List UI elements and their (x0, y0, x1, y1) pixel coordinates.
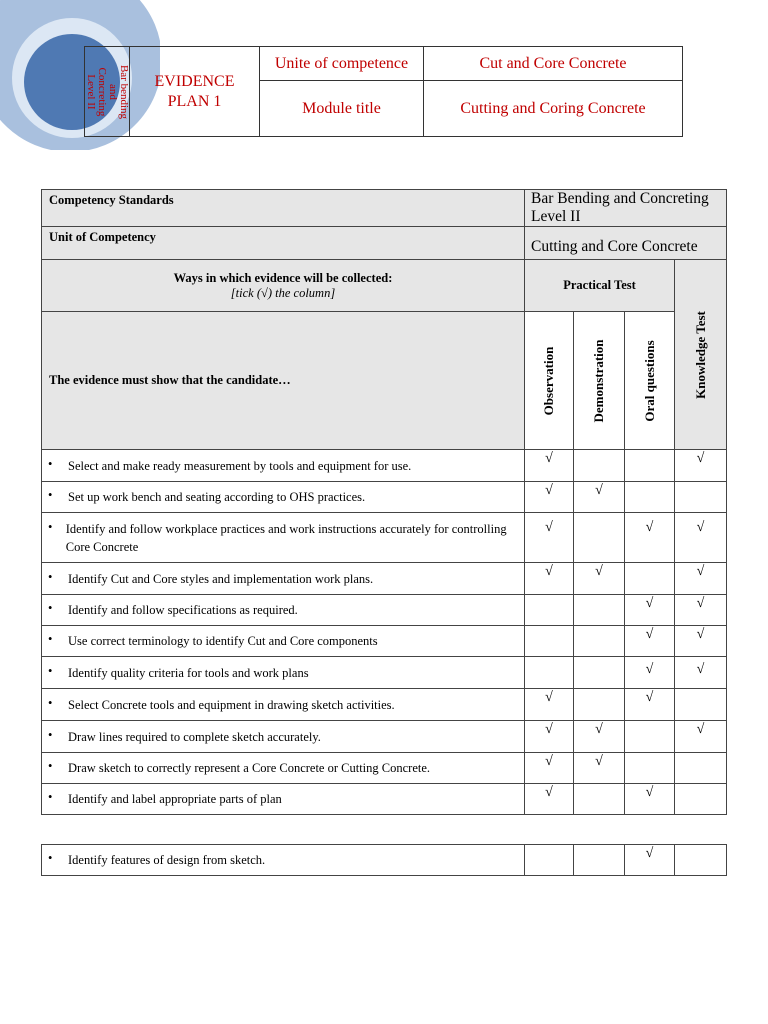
observation-tick-cell (525, 657, 574, 689)
oral-questions-tick-cell (625, 513, 675, 563)
evidence-row (42, 513, 727, 563)
evidence-criterion (42, 626, 525, 657)
bullet-icon: • (48, 663, 53, 678)
evidence-plan-title: EVIDENCE PLAN 1 (130, 47, 260, 137)
criterion-text: Identify and follow workplace practices and work instructions accurately for controlling Core Concrete (65, 521, 507, 554)
unit-of-competence-value: Cut and Core Concrete (424, 47, 683, 81)
evidence-row (42, 563, 727, 595)
criterion-text: Draw sketch to correctly represent a Core Concrete or Cutting Concrete. (68, 761, 431, 775)
oral-questions-tick-cell (625, 657, 675, 689)
oral-questions-tick-cell (625, 845, 675, 876)
bullet-icon: • (48, 488, 53, 502)
demonstration-tick-cell (574, 513, 625, 563)
check-mark-icon: √ (696, 627, 705, 642)
check-mark-icon: √ (545, 690, 553, 705)
check-mark-icon: √ (645, 520, 654, 535)
evidence-criterion (42, 563, 525, 595)
oral-questions-tick-cell (625, 753, 675, 784)
evidence-criterion (42, 482, 525, 513)
side-label: Bar bending and Concreting Level II (85, 47, 130, 137)
check-mark-icon: √ (645, 846, 654, 861)
oral-questions-tick-cell (625, 482, 675, 513)
extra-evidence-table (41, 844, 727, 876)
unit-of-competency-label: Unit of Competency (42, 227, 525, 260)
knowledge-test-tick-cell (675, 845, 727, 876)
criterion-text: Identify and label appropriate parts of plan (68, 792, 282, 806)
evidence-row (42, 450, 727, 482)
oral-questions-tick-cell (625, 626, 675, 657)
evidence-criterion (42, 657, 525, 689)
evidence-criterion (42, 721, 525, 753)
knowledge-test-tick-cell (675, 626, 727, 657)
check-mark-icon: √ (545, 564, 553, 579)
bullet-icon: • (48, 632, 53, 646)
observation-tick-cell (525, 513, 574, 563)
demonstration-tick-cell (574, 482, 625, 513)
evidence-rows (42, 450, 727, 815)
oral-questions-tick-cell (625, 563, 675, 595)
observation-tick-cell (525, 784, 574, 815)
observation-tick-cell (525, 845, 574, 876)
evidence-row (42, 626, 727, 657)
bullet-icon: • (48, 851, 53, 865)
observation-header: Observation (525, 312, 574, 450)
check-mark-icon: √ (545, 483, 553, 498)
competency-standards-value: Bar Bending and Concreting Level II (525, 190, 727, 227)
oral-questions-tick-cell (625, 595, 675, 626)
knowledge-test-tick-cell (675, 689, 727, 721)
criterion-text: Identify and follow specifications as required. (68, 603, 298, 617)
check-mark-icon: √ (545, 451, 553, 466)
module-title-label: Module title (260, 81, 424, 137)
evidence-row (42, 784, 727, 815)
knowledge-test-header: Knowledge Test (675, 260, 727, 450)
check-mark-icon: √ (595, 754, 603, 769)
knowledge-test-tick-cell (675, 721, 727, 753)
evidence-criterion (42, 784, 525, 815)
demonstration-tick-cell (574, 626, 625, 657)
criterion-text: Identify features of design from sketch. (68, 853, 266, 867)
check-mark-icon: √ (545, 722, 553, 737)
check-mark-icon: √ (595, 564, 603, 579)
criterion-text: Draw lines required to complete sketch accurately. (68, 729, 321, 744)
check-mark-icon: √ (645, 596, 654, 611)
criterion-text: Identify quality criteria for tools and work plans (68, 665, 309, 680)
bullet-icon: • (48, 727, 53, 742)
observation-tick-cell (525, 482, 574, 513)
knowledge-test-tick-cell (675, 450, 727, 482)
knowledge-test-tick-cell (675, 657, 727, 689)
observation-tick-cell (525, 563, 574, 595)
demonstration-header: Demonstration (574, 312, 625, 450)
criterion-text: Use correct terminology to identify Cut and Core components (68, 634, 378, 648)
observation-tick-cell (525, 450, 574, 482)
evidence-criterion (42, 753, 525, 784)
ways-header: Ways in which evidence will be collected: [tick (√) the column] (42, 260, 525, 312)
check-mark-icon: √ (645, 690, 654, 705)
knowledge-test-tick-cell (675, 595, 727, 626)
observation-tick-cell (525, 626, 574, 657)
check-mark-icon: √ (545, 754, 553, 769)
evidence-criterion (42, 595, 525, 626)
demonstration-tick-cell (574, 450, 625, 482)
knowledge-test-tick-cell (675, 784, 727, 815)
knowledge-test-tick-cell (675, 563, 727, 595)
evidence-criterion (42, 513, 525, 563)
check-mark-icon: √ (696, 662, 705, 677)
check-mark-icon: √ (696, 520, 705, 535)
criterion-text: Identify Cut and Core styles and implementation work plans. (68, 571, 374, 586)
evidence-row (42, 595, 727, 626)
check-mark-icon: √ (645, 785, 654, 800)
check-mark-icon: √ (645, 627, 654, 642)
check-mark-icon: √ (696, 451, 705, 466)
evidence-criterion (42, 845, 525, 876)
criterion-text: Select and make ready measurement by tools and equipment for use. (68, 458, 412, 473)
demonstration-tick-cell (574, 721, 625, 753)
evidence-row (42, 753, 727, 784)
competency-standards-label: Competency Standards (42, 190, 525, 227)
practical-test-header: Practical Test (525, 260, 675, 312)
module-title-value: Cutting and Coring Concrete (424, 81, 683, 137)
observation-tick-cell (525, 753, 574, 784)
knowledge-test-tick-cell (675, 513, 727, 563)
demonstration-tick-cell (574, 845, 625, 876)
evidence-row (42, 689, 727, 721)
bullet-icon: • (48, 569, 53, 584)
demonstration-tick-cell (574, 563, 625, 595)
check-mark-icon: √ (696, 596, 705, 611)
criterion-text: Set up work bench and seating according to OHS practices. (68, 490, 366, 504)
criterion-text: Select Concrete tools and equipment in drawing sketch activities. (68, 697, 395, 712)
bullet-icon: • (48, 695, 53, 710)
bullet-icon: • (48, 519, 53, 534)
oral-questions-tick-cell (625, 450, 675, 482)
check-mark-icon: √ (696, 564, 705, 579)
bullet-icon: • (48, 759, 53, 773)
oral-questions-tick-cell (625, 721, 675, 753)
knowledge-test-tick-cell (675, 482, 727, 513)
unit-of-competence-label: Unite of competence (260, 47, 424, 81)
header-table (84, 46, 683, 137)
oral-questions-tick-cell (625, 689, 675, 721)
evidence-plan-table (41, 189, 727, 815)
observation-tick-cell (525, 595, 574, 626)
demonstration-tick-cell (574, 689, 625, 721)
unit-of-competency-value: Cutting and Core Concrete (525, 227, 727, 260)
evidence-row (42, 657, 727, 689)
evidence-intro: The evidence must show that the candidate… (42, 312, 525, 450)
demonstration-tick-cell (574, 753, 625, 784)
evidence-criterion (42, 450, 525, 482)
check-mark-icon: √ (645, 662, 654, 677)
evidence-criterion (42, 689, 525, 721)
evidence-row (42, 482, 727, 513)
demonstration-tick-cell (574, 595, 625, 626)
bullet-icon: • (48, 456, 53, 471)
evidence-row (42, 845, 727, 876)
oral-questions-tick-cell (625, 784, 675, 815)
check-mark-icon: √ (545, 520, 553, 535)
check-mark-icon: √ (595, 483, 603, 498)
demonstration-tick-cell (574, 784, 625, 815)
check-mark-icon: √ (545, 785, 553, 800)
check-mark-icon: √ (696, 722, 705, 737)
bullet-icon: • (48, 601, 53, 615)
bullet-icon: • (48, 790, 53, 804)
oral-questions-header: Oral questions (625, 312, 675, 450)
check-mark-icon: √ (595, 722, 603, 737)
observation-tick-cell (525, 721, 574, 753)
knowledge-test-tick-cell (675, 753, 727, 784)
demonstration-tick-cell (574, 657, 625, 689)
evidence-row (42, 721, 727, 753)
observation-tick-cell (525, 689, 574, 721)
